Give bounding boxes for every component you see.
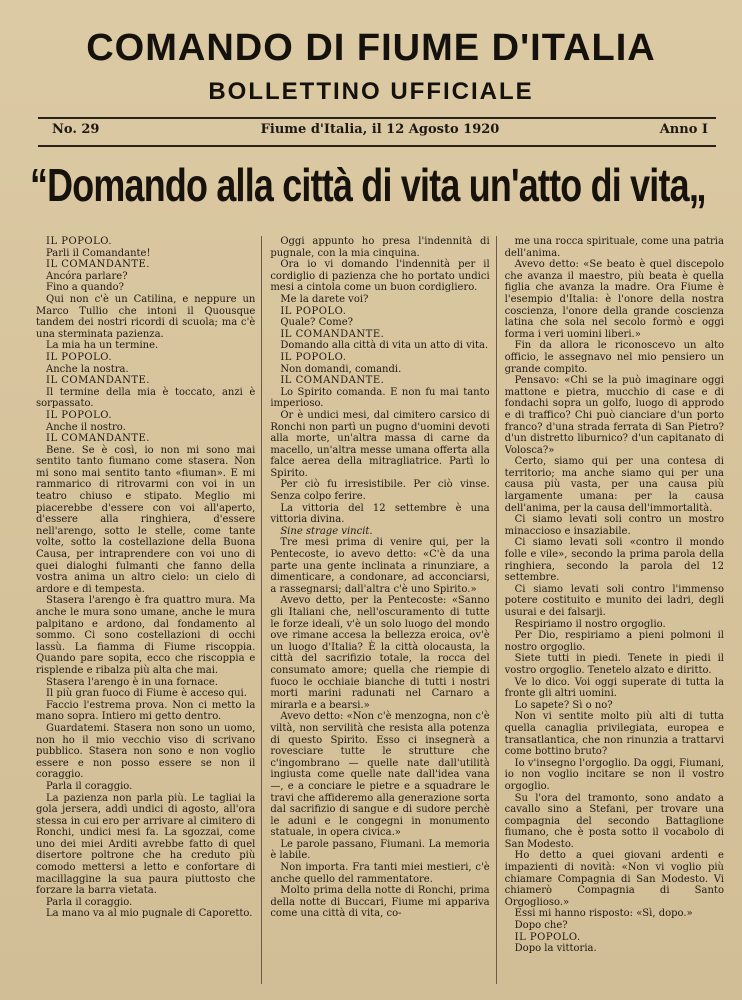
paragraph: Fin da allora le riconoscevo un alto officio, le assegnavo nel mio pensiero un grande compito. [504, 340, 724, 375]
headline: “Domando alla città di vita un'atto di vita„ [30, 159, 706, 211]
speaker-label: IL POPOLO. [280, 351, 347, 363]
masthead-title: COMANDO DI FIUME D'ITALIA [86, 27, 656, 69]
paragraph: Dopo la vittoria. [514, 943, 597, 955]
paragraph: Per Dio, respiriamo a pieni polmoni il nostro orgoglio. [504, 630, 724, 653]
paragraph: Ci siamo levati soli contro un mostro minaccioso e insaziabile. [504, 514, 724, 537]
paragraph: Me la darete voi? [280, 293, 369, 305]
paragraph: Ho detto a quei giovani ardenti e impazienti di novità: «Non vi voglio più chiamare Compagnia di San Modesto. Vi chiamerò Compagnia di Santo Orgoglioso.» [504, 850, 724, 908]
paragraph: Non domandi, comandi. [280, 363, 402, 375]
paragraph: Quale? Come? [280, 317, 354, 329]
paragraph: Ci siamo levati soli «contro il mondo folle e vile», secondo la prima parola della ringhiera, secondo la parola del 12 settembre. [504, 537, 724, 584]
paragraph: Su l'ora del tramonto, sono andato a cavallo sino a Stefani, per trovare una compagnia del secondo Battaglione fiumano, che è posta sotto il vocabolo di San Modesto. [504, 792, 724, 850]
paragraph: Sine strage vincit. [280, 525, 373, 537]
masthead-subtitle: BOLLETTINO UFFICIALE [208, 78, 534, 105]
speaker-label: IL COMANDANTE. [280, 375, 385, 387]
paragraph: Respiriamo il nostro orgoglio. [514, 618, 666, 630]
paragraph: Tre mesi prima di venire qui, per la Pentecoste, io avevo detto: «C'è da una parte una gente inclinata a rinunziare, a dimenticare, a condonare, ad acconciarsi, a rassegnarsi; dall'altra c'è uno Spirito.» [270, 537, 490, 595]
paragraph: Ve lo dico. Voi oggi superate di tutta la fronte gli altri uomini. [504, 676, 724, 700]
paragraph: Faccio l'estrema prova. Non ci metto la mano sopra. Intiero mi getto dentro. [36, 699, 256, 723]
paragraph: Fino a quando? [46, 282, 124, 294]
paragraph: Molto prima della notte di Ronchi, prima della notte di Buccari, Fiume mi appariva come una città di vita, co- [270, 885, 490, 920]
speaker-label: IL POPOLO. [46, 236, 113, 247]
paragraph: Il più gran fuoco di Fiume è acceso qui. [46, 688, 247, 700]
paragraph: La vittoria del 12 settembre è una vittoria divina. [270, 502, 490, 526]
paragraph: Anche il nostro. [46, 421, 126, 433]
issue-date: Fiume d'Italia, il 12 Agosto 1920 [260, 122, 500, 137]
speaker-label: IL COMANDANTE. [280, 328, 385, 340]
paragraph: Stasera l'arengo è in una fornace. [46, 676, 218, 688]
paragraph: Qui non c'è un Catilina, e neppure un Marco Tullio che intoni il Quousque tandem dei nostri ricordi di scuola; ma c'è una sterminata pazienza. [36, 293, 256, 340]
paragraph: La pazienza non parla più. Le tagliai la gola jersera, addì undici di agosto, all'ora stessa in cui ero per arrivare al cimitero di Ronchi, undici mesi fa. La sgozzai, come uno dei miei Arditi avrebbe fatto di quel disertore poltrone che ha creduto più comodo mettersi a letto e confortare di macillaggine la sua paura piuttosto che forzare la barra vietata. [36, 792, 256, 897]
paragraph: Avevo detto, per la Pentecoste: «Sanno gli Italiani che, nell'oscuramento di tutte le forze ideali, v'è un solo luogo del mondo ove rimane accesa la bellezza eroica, ov'è un luogo d'Italia? È la città olocausta, la città del sacrifizio totale, la rocca del consumato amore; quella che riempie di fuoco le occhiaie bianche di tutti i nostri morti marini radunati nel Carnaro a mirarla e a bearsi.» [270, 595, 490, 711]
paragraph: Parla il coraggio. [46, 896, 133, 908]
issue-line [52, 122, 708, 142]
paragraph: Ora io vi domando l'indennità per il cordiglio di pazienza che ho portato undici mesi a cintola come un buon cordigliero. [270, 259, 490, 294]
paragraph: Essi mi hanno risposto: «Sì, dopo.» [514, 908, 693, 920]
paragraph: Parla il coraggio. [46, 780, 133, 792]
paragraph: La mia ha un termine. [46, 340, 159, 352]
paragraph: Bene. Se è così, io non mi sono mai sentito tanto fiumano come stasera. Non mi sono mai sentito tanto «fiuman». E mi rammarico di ritrovarmi con voi in un teatro chiuso e stipato. Meglio mi piacerebbe d'essere con voi all'aperto, d'essere alla ringhiera, d'essere nell'arengo, sotto le stelle, come tante volte, sotto la costellazione della Buona Causa, per intraprendere con voi uno di quei dialoghi fulmanti che fanno della vostra anima un altro cielo: un cielo di ardore e di tempesta. [36, 444, 256, 595]
speaker-label: IL POPOLO. [46, 351, 113, 363]
paragraph: Per ciò fu irresistibile. Per ciò vinse. Senza colpo ferire. [270, 479, 490, 503]
speaker-label: IL POPOLO. [514, 931, 581, 943]
paragraph: Oggi appunto ho presa l'indennità di pugnale, con la mia cinquina. [270, 236, 490, 259]
paragraph: Siete tutti in piedi. Tenete in piedi il vostro orgoglio. Tenetelo alzato e diritto. [504, 653, 724, 676]
speaker-label: IL POPOLO. [46, 409, 113, 421]
speaker-label: IL POPOLO. [280, 305, 347, 317]
issue-number: No. 29 [52, 122, 100, 137]
paragraph: Il termine della mia è toccato, anzi è sorpassato. [36, 386, 256, 410]
article-columns [36, 236, 724, 984]
issue-year: Anno I [659, 122, 708, 137]
paragraph: me una rocca spirituale, come una patria dell'anima. [504, 236, 724, 259]
paragraph: Stasera l'arengo è fra quattro mura. Ma anche le mura sono umane, anche le mura palpitano e ardono, dal fondamento al sommo. Ci sono costellazioni di occhi lassù. La fiamma di Fiume riscoppia. Quando pare sopita, ecco che riscoppia e risplende e ribalza più alta che mai. [36, 595, 256, 676]
paragraph: Non importa. Fra tanti miei mestieri, c'è anche quello del rammentatore. [270, 862, 490, 885]
paragraph: Pensavo: «Chi se la può imaginare oggi mattone e pietra, mucchio di case e di fondachi sopra un golfo, luogo di approdo e di traffico? Chi può cianciare d'un porto franco? d'una strada ferrata di San Pietro? d'un distretto liburnico? d'un capitanato di Volosca?» [504, 375, 724, 456]
paragraph: Certo, siamo qui per una contesa di territorio; ma anche siamo qui per una causa più vasta, per una causa più largamente umana: per la causa dell'anima, per la causa dell'immortalità. [504, 456, 724, 514]
paragraph: Anche la nostra. [46, 363, 129, 375]
paragraph: Ci siamo levati soli contro l'immenso potere costituito e munito dei ladri, degli usurai e dei falsarji. [504, 583, 724, 618]
paragraph: Lo Spirito comanda. E non fu mai tanto imperioso. [270, 386, 490, 410]
speaker-label: IL COMANDANTE. [46, 259, 150, 271]
paragraph: Dopo che? [514, 920, 568, 932]
paragraph: Lo sapete? Sì o no? [514, 699, 613, 711]
paragraph: Non vi sentite molto più alti di tutta quella canaglia privilegiata, europea e transatlantica, che non rinunzia a trattarvi come bottino bruto? [504, 711, 724, 758]
paragraph: Or è undici mesi, dal cimitero carsico di Ronchi non partì un pugno d'uomini devoti alla morte, un'altra massa di carne da macello, un'altra messe umana offerta alla falce aerea della mitragliatrice. Partì lo Spirito. [270, 409, 490, 479]
paragraph: Io v'insegno l'orgoglio. Da oggi, Fiumani, io non voglio incitare se non il vostro orgoglio. [504, 757, 724, 792]
paragraph: Parli il Comandante! [46, 247, 151, 259]
paragraph: Avevo detto: «Se beato è quel discepolo che avanza il maestro, più beata è quella figlia che avanza la madre. Ora Fiume è l'esempio d'Italia: è l'onore della nostra coscienza, l'onore della grande coscienza latina che sola nel secolo formò e oggi forma i veri uomini liberi.» [504, 259, 724, 340]
paragraph: Le parole passano, Fiumani. La memoria è labile. [270, 838, 490, 862]
speaker-label: IL COMANDANTE. [46, 433, 150, 445]
article-column-1 [36, 236, 262, 984]
article-column-3 [505, 236, 724, 984]
top-rule [38, 117, 716, 119]
paragraph: Avevo detto: «Non c'è menzogna, non c'è viltà, non servilità che resista alla potenza di questo Spirito. Esso ci insegnerà a rovesciare tutte le strutture che c'ingombrano — quelle nate dall'utilità ingiusta come quelle nate dall'idea vana —, e a conciare le pietre e a squadrare le travi che affideremo alla generazione sorta dal sacrifizio di sangue e di sudore perchè le aduni e le congegni in monumento statuale, in opera civica.» [270, 711, 490, 839]
paragraph: Domando alla città di vita un atto di vita. [280, 340, 489, 352]
paragraph: Ancóra parlare? [46, 270, 128, 282]
article-column-2 [270, 236, 496, 984]
paragraph: La mano va al mio pugnale di Caporetto. [46, 908, 253, 920]
speaker-label: IL COMANDANTE. [46, 375, 150, 387]
bottom-rule [38, 145, 716, 147]
paragraph: Guardatemi. Stasera non sono un uomo, non ho il mio vecchio viso di scrivano pubblico. Stasera non sono e non voglio essere e non posso essere se non il coraggio. [36, 722, 256, 781]
